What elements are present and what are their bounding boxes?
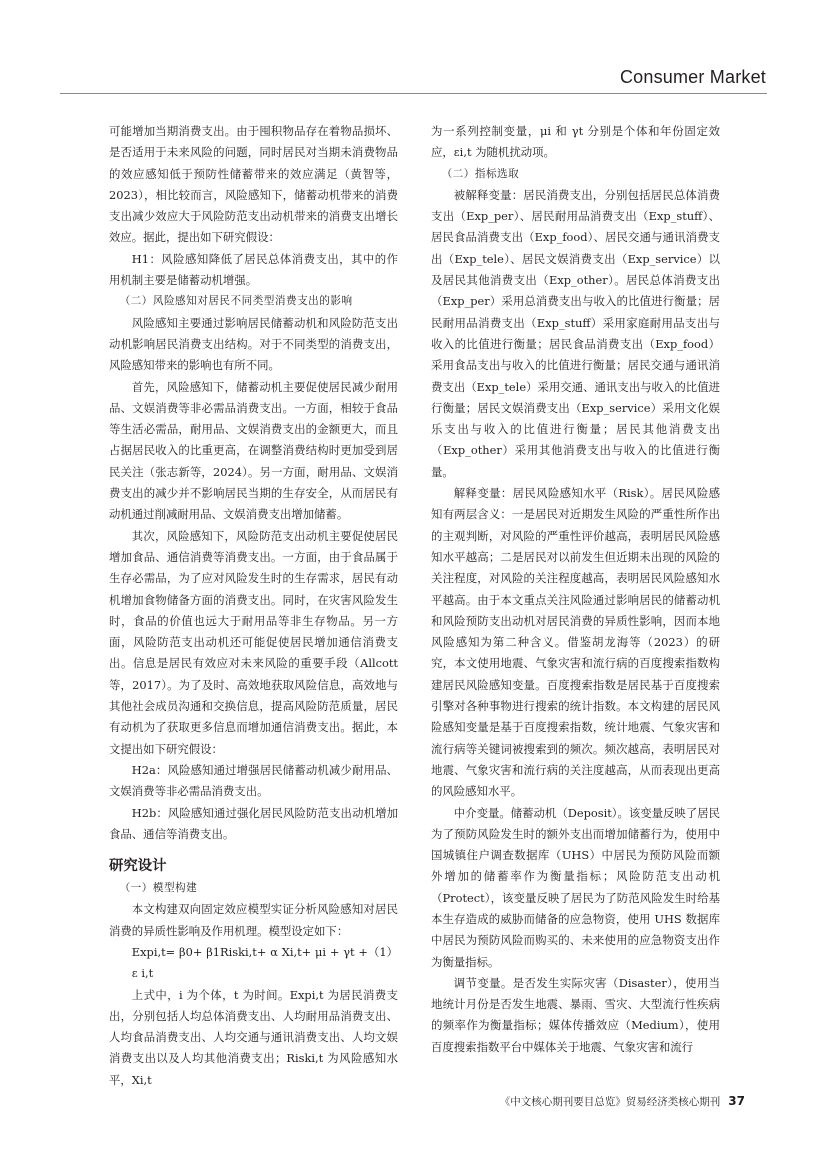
paragraph: 本文构建双向固定效应模型实证分析风险感知对居民消费的异质性影响及作用机理。模型设定如下：	[109, 902, 398, 938]
paragraph: 可能增加当期消费支出。由于囤积物品存在着物品损坏、是否适用于未来风险的问题，同时居民对当期未消费物品的效应感知低于预防性储蓄带来的效应满足（黄智等，2023），相比较而言，风险感知下，储蓄动机带来的消费支出减少效应大于风险防范支出动机带来的消费支出增长效应。据此，提出如下研究假设：	[109, 124, 398, 245]
hypothesis-h2a: H2a：风险感知通过增强居民储蓄动机减少耐用品、文娱消费等非必需品消费支出。	[109, 762, 398, 799]
paragraph: 中介变量。储蓄动机（Deposit）。该变量反映了居民为了预防风险发生时的额外支出而增加储蓄行为，使用中国城镇住户调查数据库（UHS）中居民为预防风险而额外增加的储蓄率作为衡量指标；风险防范支出动机（Protect），该变量反映了居民为了防范风险发生时给基本生存造成的威胁而储备的应急物资，使用 UHS 数据库中居民为预防风险而购买的、未来使用的应急物资支出作为衡量指标。	[431, 805, 720, 969]
paragraph: 上式中，i 为个体，t 为时间。Expi,t 为居民消费支出，分别包括人均总体消费支出、人均耐用品消费支出、人均食品消费支出、人均交通与通讯消费支出、人均文娱消费支出以及人均其他消费支出；Riski,t 为风险感知水平，Xi,t	[109, 987, 398, 1087]
equation-number: （1）	[367, 944, 398, 959]
right-column	[431, 121, 720, 1058]
running-header-title: Consumer Market	[619, 67, 766, 87]
subsection-heading: （一）模型构建	[119, 882, 198, 895]
paragraph: 为一系列控制变量，μi 和 γt 分别是个体和年份固定效应，εi,t 为随机扰动项。	[431, 124, 720, 160]
equation-body: Expi,t= β0+ β1Riski,t+ α Xi,t+ μi + γt + ε i,t	[131, 944, 368, 981]
subsection-heading: （二）指标选取	[441, 167, 520, 180]
equation	[109, 942, 398, 985]
hypothesis-h1: H1：风险感知降低了居民总体消费支出，其中的作用机制主要是储蓄动机增强。	[109, 251, 398, 288]
header-divider	[60, 93, 767, 94]
left-column	[109, 121, 398, 1091]
section-heading: 研究设计	[109, 858, 167, 875]
footer-journal: 《中文核心期刊要目总览》贸易经济类核心期刊	[499, 1096, 721, 1108]
paragraph: 调节变量。是否发生实际灾害（Disaster），使用当地统计月份是否发生地震、暴雨、雪灾、大型流行性疾病的频率作为衡量指标；媒体传播效应（Medium），使用百度搜索指数平台中媒体关于地震、气象灾害和流行	[431, 975, 720, 1054]
paragraph: 其次，风险感知下，风险防范支出动机主要促使居民增加食品、通信消费等消费支出。一方面，由于食品属于生存必需品，为了应对风险发生时的生存需求，居民有动机增加食物储备方面的消费支出。同时，在灾害风险发生时，食品的价值也远大于耐用品等非生存物品。另一方面，风险防范支出动机还可能促使居民增加通信消费支出。信息是居民有效应对未来风险的重要手段（Allcott等，2017）。为了及时、高效地获取风险信息，高效地与其他社会成员沟通和交换信息，提高风险防范质量，居民有动机为了获取更多信息而增加通信消费支出。据此，本文提出如下研究假设：	[109, 528, 398, 756]
subsection-heading: （二）风险感知对居民不同类型消费支出的影响	[119, 295, 353, 308]
paragraph: 被解释变量：居民消费支出，分别包括居民总体消费支出（Exp_per）、居民耐用品消费支出（Exp_stuff）、居民食品消费支出（Exp_food）、居民交通与通讯消费支出（Exp_tele）、居民文娱消费支出（Exp_service）以及居民其他消费支出（Exp_other）。居民总体消费支出（Exp_per）采用总消费支出与收入的比值进行衡量；居民耐用品消费支出（Exp_stuff）采用家庭耐用品支出与收入的比值进行衡量；居民食品消费支出（Exp_food）采用食品支出与收入的比值进行衡量；居民交通与通讯消费支出（Exp_tele）采用交通、通讯支出与收入的比值进行衡量；居民文娱消费支出（Exp_service）采用文化娱乐支出与收入的比值进行衡量；居民其他消费支出（Exp_other）采用其他消费支出与收入的比值进行衡量。	[431, 187, 720, 479]
page-footer	[0, 1094, 745, 1109]
page-number: 37	[728, 1094, 745, 1108]
paragraph: 首先，风险感知下，储蓄动机主要促使居民减少耐用品、文娱消费等非必需品消费支出。一方面，相较于食品等生活必需品，耐用品、文娱消费支出的金额更大，而且占据居民收入的比重更高，在调整消费结构时更加受到居民关注（张志新等，2024）。另一方面，耐用品、文娱消费支出的减少并不影响居民当期的生存安全，从而居民有动机通过削减耐用品、文娱消费支出增加储蓄。	[109, 379, 398, 522]
hypothesis-h2b: H2b：风险感知通过强化居民风险防范支出动机增加食品、通信等消费支出。	[109, 805, 398, 841]
paragraph: 风险感知主要通过影响居民储蓄动机和风险防范支出动机影响居民消费支出结构。对于不同类型的消费支出，风险感知带来的影响也有所不同。	[109, 315, 398, 373]
paragraph: 解释变量：居民风险感知水平（Risk）。居民风险感知有两层含义：一是居民对近期发生风险的严重性所作出的主观判断，对风险的严重性评价越高，表明居民风险感知水平越高；二是居民对以前发生但近期未出现的风险的关注程度，对风险的关注程度越高，表明居民风险感知水平越高。由于本文重点关注风险通过影响居民的储蓄动机和风险预防支出动机对居民消费的异质性影响，因而本地风险感知为第二种含义。借鉴胡龙海等（2023）的研究，本文使用地震、气象灾害和流行病的百度搜索指数构建居民风险感知变量。百度搜索指数是居民基于百度搜索引擎对各种事物进行搜索的统计指数。本文构建的居民风险感知变量是基于百度搜索指数，统计地震、气象灾害和流行病等关键词被搜索到的频次。频次越高，表明居民对地震、气象灾害和流行病的关注度越高，从而表现出更高的风险感知水平。	[431, 486, 720, 799]
